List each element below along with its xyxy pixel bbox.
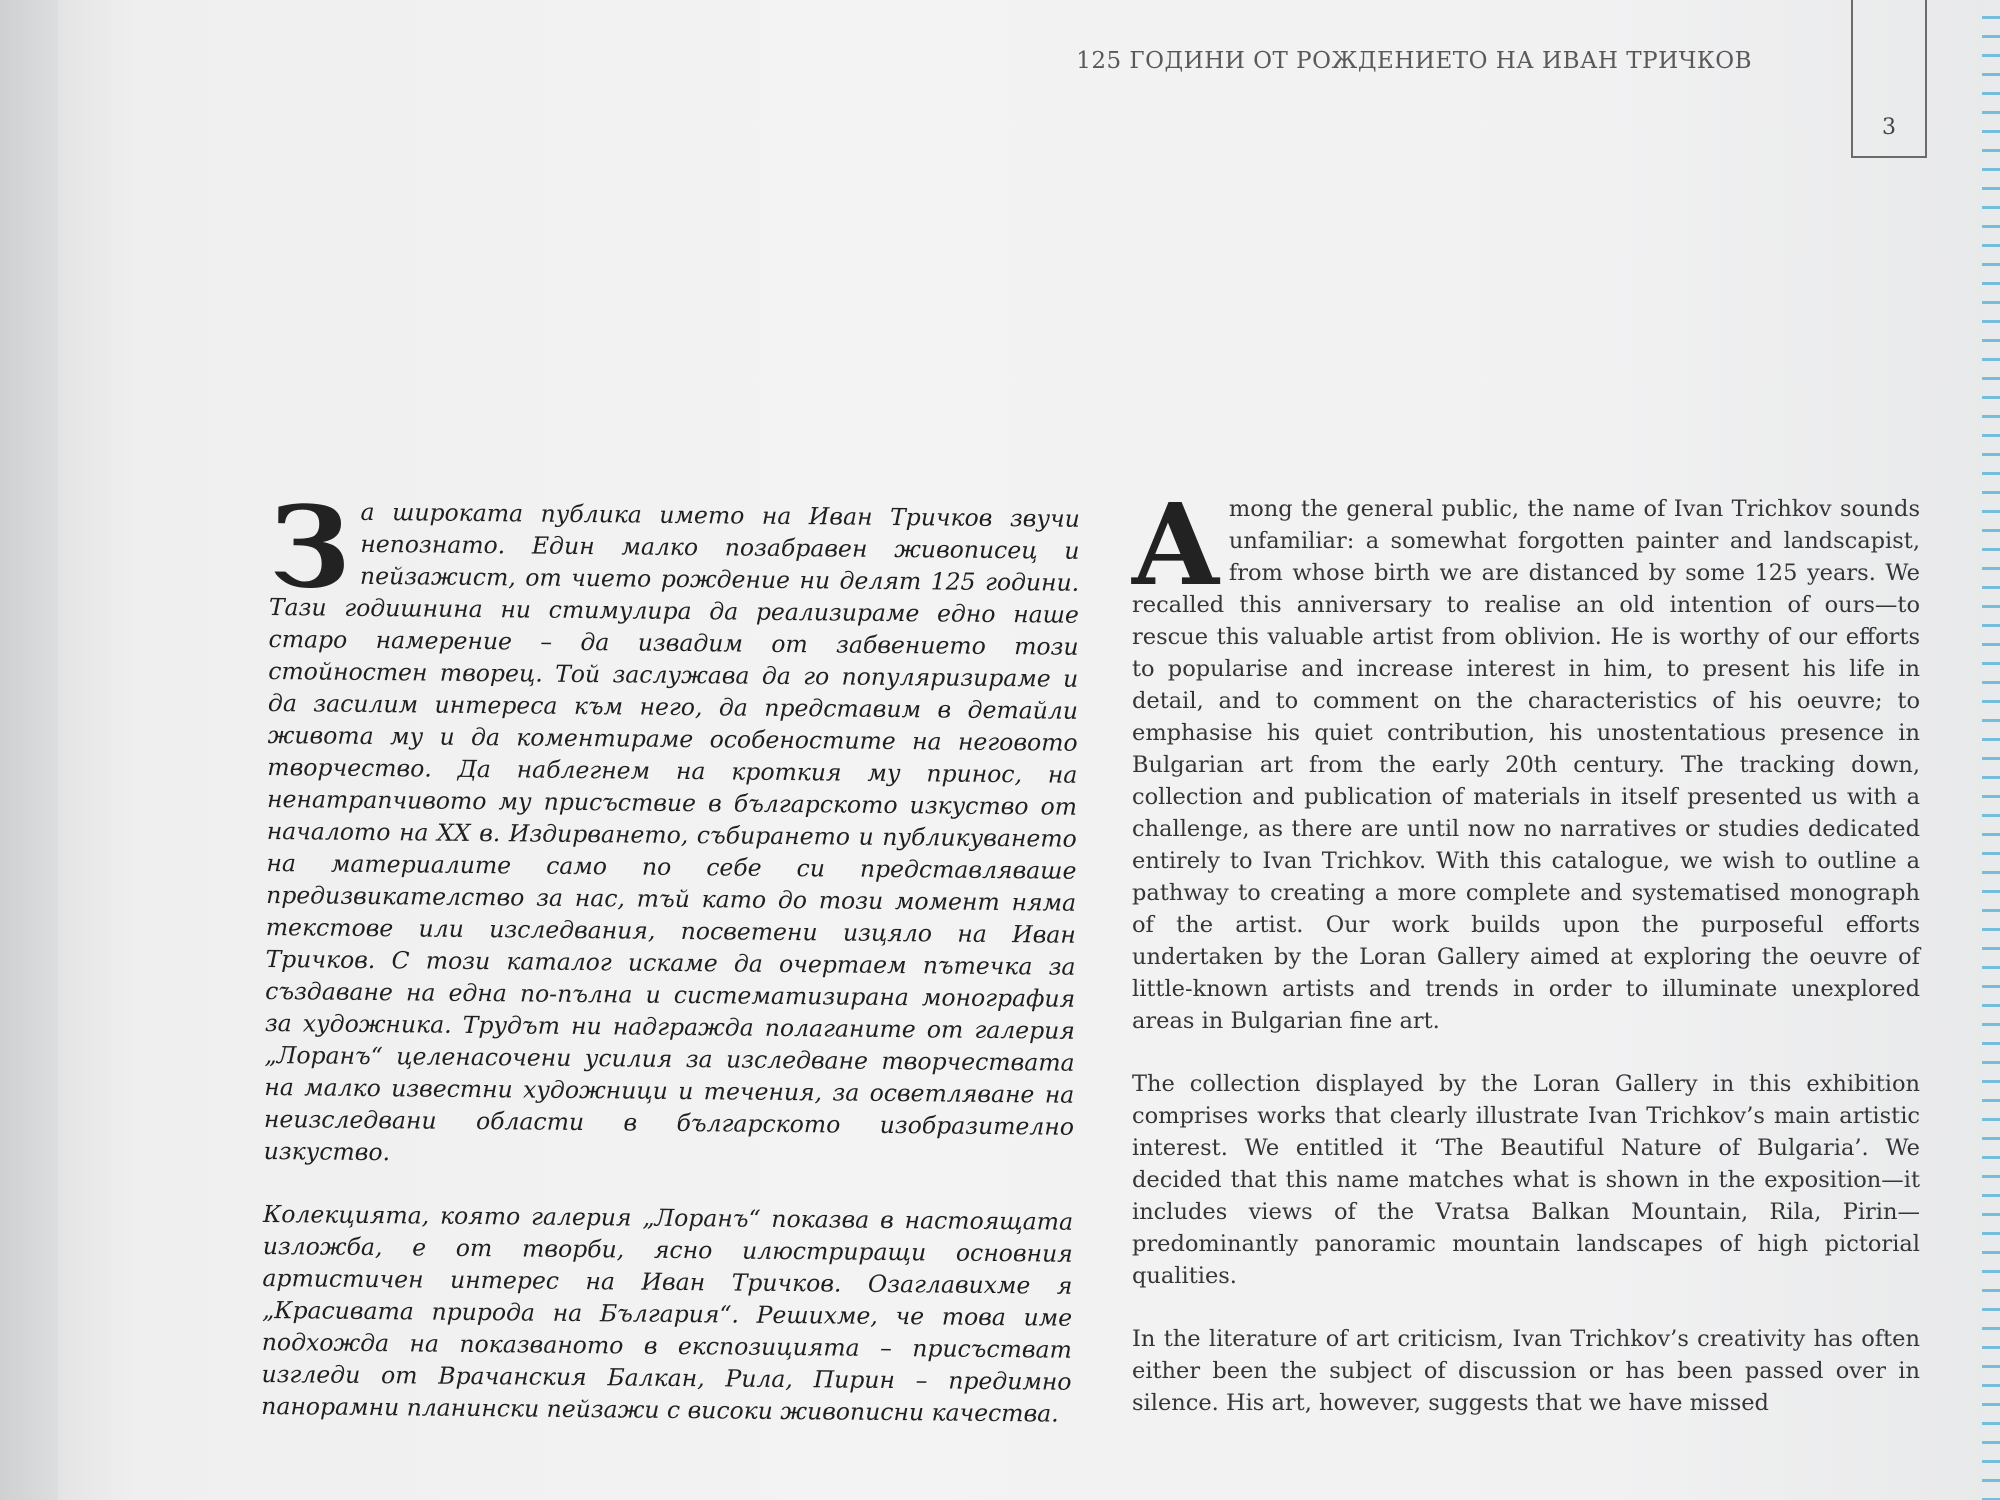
english-paragraph-1-text: mong the general public, the name of Ivan Trichkov sounds unfamiliar: a somewhat forgotten painter and landscapist, from whose birth we are distanced by some 125 years. We recalled this anniversary to realise an old intention of ours—to rescue this valuable artist from oblivion. He is worthy of our efforts to popularise and increase interest in him, to present his life in detail, and to comment on the characteristics of his oeuvre; to emphasise his quiet contribution, his unostentatious presence in Bulgarian art from the early 20th century. The tracking down, collection and publication of materials in itself presented us with a challenge, as there are until now no narratives or studies dedicated entirely to Ivan Trichkov. With this catalogue, we wish to outline a pathway to creating a more complete and systematised monograph of the artist. Our work builds upon the purposeful efforts undertaken by the Loran Gallery aimed at exploring the oeuvre of little-known artists and trends in order to illuminate unexplored areas in Bulgarian fine art.: [1132, 496, 1920, 1034]
bulgarian-text-column: [261, 482, 1080, 1461]
bulgarian-paragraph-1: [263, 482, 1080, 1175]
running-header: 125 ГОДИНИ ОТ РОЖДЕНИЕТО НА ИВАН ТРИЧКОВ: [1076, 48, 1752, 74]
bulgarian-drop-cap: З: [268, 482, 351, 614]
bulgarian-paragraph-2: Колекцията, която галерия „Лоранъ“ показва в настоящата изложба, е от творби, ясно илюстриращи основния артистичен интерес на Иван Тричков. Озаглавихме я „Красивата природа на България“. Решихме, че това име подхожда на показваното в експозицията – присъстват изгледи от Врачанския Балкан, Рила, Пирин – предимно панорамни планински пейзажи с високи живописни качества.: [261, 1199, 1074, 1428]
page-number-tab: [1851, 0, 1927, 158]
english-paragraph-2: The collection displayed by the Loran Gallery in this exhibition comprises works that clearly illustrate Ivan Trichkov’s main artistic interest. We entitled it ‘The Beautiful Nature of Bulgaria’. We decided that this name matches what is shown in the exposition—it includes views of the Vratsa Balkan Mountain, Rila, Pirin—predominantly panoramic mountain landscapes of high pictorial qualities.: [1132, 1071, 1920, 1289]
english-drop-cap: A: [1132, 480, 1219, 611]
page-number: 3: [1882, 115, 1896, 140]
english-paragraph-3: In the literature of art criticism, Ivan Trichkov’s creativity has often either been the subject of discussion or has been passed over in silence. His art, however, suggests that we have missed: [1132, 1326, 1920, 1416]
english-paragraph-1: [1132, 480, 1920, 1037]
english-text-column: [1132, 480, 1920, 1450]
page-stack-edge: [1982, 0, 2000, 1500]
bulgarian-paragraph-1-text: а широката публика името на Иван Тричков звучи непознато. Един малко позабравен живописец и пейзажист, от чието рождение ни делят 125 години. Тази годишнина ни стимулира да реализираме едно наше старо намерение – да извадим от забвението този стойностен творец. Той заслужава да го популяризираме и да засилим интереса към него, да представим в детайли живота му и да коментираме особеностите на неговото творчество. Да наблегнем на кроткия му принос, на ненатрапчивото му присъствие в българското изкуство от началото на XX в. Издирването, събирането и публикуването на материалите само по себе си представляваше предизвикателство за нас, тъй като до този момент няма текстове или изследвания, посветени изцяло на Иван Тричков. С този каталог искаме да очертаем пътечка за създаване на една по-пълна и систематизирана монография за художника. Трудът ни надгражда полаганите от галерия „Лоранъ“ целенасочени усилия за изследване творчествата на малко известни художници и течения, за осветляване на неизследвани области в българското изобразително изкуство.: [263, 497, 1080, 1167]
book-gutter: [0, 0, 58, 1500]
book-page: [58, 0, 2000, 1500]
